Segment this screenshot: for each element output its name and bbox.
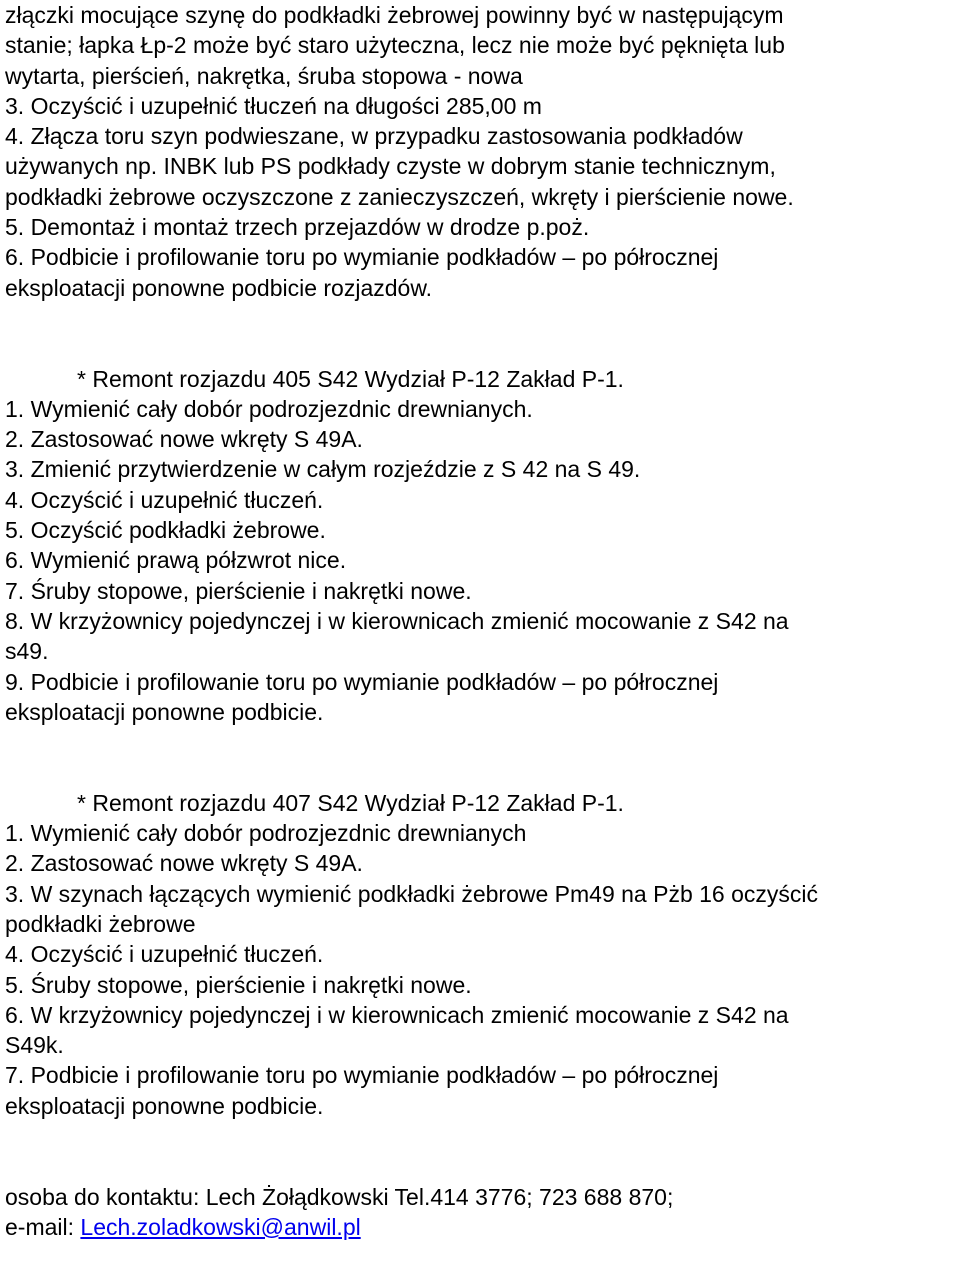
email-label: e-mail: [5,1213,81,1240]
list-item: 8. W krzyżownicy pojedynczej i w kierownicach zmienić mocowanie z S42 na [5,607,789,634]
list-item: S49k. [5,1032,64,1059]
intro-section [5,0,957,303]
text-line: złączki mocujące szynę do podkładki żebrowej powinny być w następującym [5,2,784,28]
list-item: 1. Wymienić cały dobór podrozjezdnic drewnianych. [5,395,533,422]
list-item: 3. Zmienić przytwierdzenie w całym rozjeździe z S 42 na S 49. [5,456,641,483]
blank-gap [5,303,957,364]
document-body [5,0,957,1242]
list-item: 7. Śruby stopowe, pierścienie i nakrętki nowe. [5,577,472,604]
section-405 [5,364,957,728]
list-item: 7. Podbicie i profilowanie toru po wymianie podkładów – po półrocznej [5,1062,719,1089]
blank-gap [5,1121,957,1182]
text-line: 5. Demontaż i montaż trzech przejazdów w drodze p.poż. [5,214,590,241]
list-item: 2. Zastosować nowe wkręty S 49A. [5,850,363,877]
list-item: 2. Zastosować nowe wkręty S 49A. [5,426,363,453]
text-line: 6. Podbicie i profilowanie toru po wymianie podkładów – po półrocznej [5,244,719,271]
section-heading: * Remont rozjazdu 405 S42 Wydział P-12 Zakład P-1. [77,365,624,392]
list-item: s49. [5,638,49,665]
list-item: 1. Wymienić cały dobór podrozjezdnic drewnianych [5,820,527,847]
blank-gap [5,727,957,788]
list-item: 4. Oczyścić i uzupełnić tłuczeń. [5,941,324,968]
email-line [5,1212,957,1242]
text-line: 3. Oczyścić i uzupełnić tłuczeń na długości 285,00 m [5,92,542,119]
list-item: eksploatacji ponowne podbicie. [5,1092,324,1119]
email-link[interactable]: Lech.zoladkowski@anwil.pl [80,1213,361,1240]
text-line: eksploatacji ponowne podbicie rozjazdów. [5,274,433,301]
list-item: podkładki żebrowe [5,910,196,937]
list-item: 5. Śruby stopowe, pierścienie i nakrętki nowe. [5,971,472,998]
section-heading: * Remont rozjazdu 407 S42 Wydział P-12 Zakład P-1. [77,789,624,816]
list-item: 5. Oczyścić podkładki żebrowe. [5,517,326,544]
list-item: 9. Podbicie i profilowanie toru po wymianie podkładów – po półrocznej [5,668,719,695]
list-item: eksploatacji ponowne podbicie. [5,698,324,725]
section-407 [5,788,957,1121]
text-line: wytarta, pierścień, nakrętka, śruba stopowa - nowa [5,62,523,89]
text-line: 4. Złącza toru szyn podwieszane, w przypadku zastosowania podkładów [5,123,743,150]
text-line: stanie; łapka Łp-2 może być staro użyteczna, lecz nie może być pęknięta lub [5,32,785,59]
list-item: 4. Oczyścić i uzupełnić tłuczeń. [5,486,324,513]
text-line: podkładki żebrowe oczyszczone z zanieczyszczeń, wkręty i pierścienie nowe. [5,183,794,210]
list-item: 6. W krzyżownicy pojedynczej i w kierownicach zmienić mocowanie z S42 na [5,1001,789,1028]
text-line: używanych np. INBK lub PS podkłady czyste w dobrym stanie technicznym, [5,153,776,180]
list-item: 6. Wymienić prawą półzwrot nice. [5,547,347,574]
list-item: 3. W szynach łączących wymienić podkładki żebrowe Pm49 na Pżb 16 oczyścić [5,880,819,907]
contact-line: osoba do kontaktu: Lech Żołądkowski Tel.414 3776; 723 688 870; [5,1183,674,1210]
contact-section [5,1182,957,1243]
